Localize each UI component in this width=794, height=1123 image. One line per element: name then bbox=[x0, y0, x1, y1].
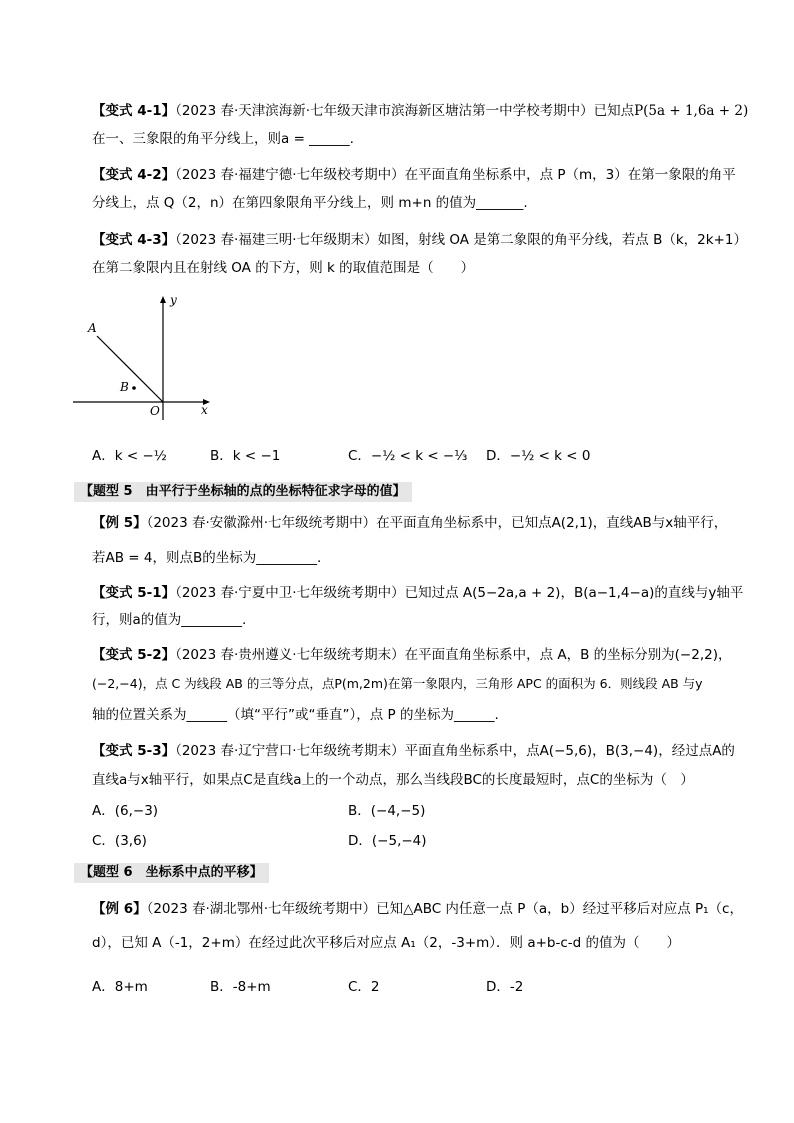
question-label: 【例 6】 bbox=[92, 901, 147, 917]
option-c: C．(3,6) bbox=[92, 833, 147, 849]
question-5-3 bbox=[92, 741, 735, 761]
option-c: C．2 bbox=[348, 979, 380, 995]
question-text: （2023 春·安徽滁州·七年级统考期中）在平面直角坐标系中，已知点A(2,1)，直线AB与x轴平行， bbox=[146, 515, 728, 531]
example-5-text: 若AB = 4，则点B的坐标为_________. bbox=[92, 550, 322, 566]
question-label: 【变式 4-1】 bbox=[92, 103, 176, 119]
option-d: D．-2 bbox=[486, 979, 524, 995]
question-text: （2023 春·辽宁营口·七年级统考期末）平面直角坐标系中，点A(−5,6)，B(3,−4)，经过点A的 bbox=[175, 743, 735, 759]
question-5-1-text: 行，则a的值为_________. bbox=[92, 612, 247, 628]
example-6 bbox=[92, 899, 743, 919]
question-5-2 bbox=[92, 645, 731, 665]
question-4-3 bbox=[92, 230, 747, 250]
question-4-2-text: 分线上，点 Q（2，n）在第四象限角平分线上，则 m+n 的值为_______. bbox=[92, 195, 528, 211]
x-axis-label: x bbox=[201, 403, 208, 417]
option-a: A．(6,−3) bbox=[92, 803, 159, 819]
question-label: 【变式 5-2】 bbox=[92, 647, 176, 663]
question-4-2 bbox=[92, 165, 736, 185]
example-6-text: d），已知 A（-1，2+m）在经过此次平移后对应点 A₁（2，-3+m）．则 a+b-c-d 的值为（ ） bbox=[92, 935, 681, 951]
question-text: （2023 春·福建宁德·七年级校考期中）在平面直角坐标系中，点 P（m，3）在第一象限的角平 bbox=[175, 167, 736, 183]
question-label: 【变式 4-2】 bbox=[92, 167, 176, 183]
option-a: A．k < −½ bbox=[92, 448, 167, 464]
question-4-1-text: 在一、三象限的角平分线上，则a = ______. bbox=[92, 131, 354, 147]
question-label: 【变式 5-1】 bbox=[92, 585, 176, 601]
label-a: A bbox=[88, 321, 97, 335]
question-4-1 bbox=[92, 101, 748, 121]
y-axis-arrow bbox=[160, 296, 166, 303]
question-label: 【例 5】 bbox=[92, 515, 147, 531]
question-text: （2023 春·湖北鄂州·七年级统考期中）已知△ABC 内任意一点 P（a，b）经过平移后对应点 P₁（c， bbox=[146, 901, 743, 917]
question-5-2-text-end: 轴的位置关系为______（填“平行”或“垂直”），点 P 的坐标为______. bbox=[92, 707, 499, 723]
example-5 bbox=[92, 513, 727, 533]
question-5-3-text: 直线a与x轴平行，如果点C是直线a上的一个动点，那么当线段BC的长度最短时，点C的坐标为（ ） bbox=[92, 772, 694, 788]
coordinate-figure bbox=[70, 290, 220, 420]
question-text: （2023 春·宁夏中卫·七年级统考期中）已知过点 A(5−2a,a + 2)，B(a−1,4−a)的直线与y轴平 bbox=[175, 585, 744, 601]
question-label: 【变式 5-3】 bbox=[92, 743, 176, 759]
label-b: B bbox=[120, 380, 129, 394]
ray-oa bbox=[97, 336, 163, 402]
section-title-6: 【题型 6 坐标系中点的平移】 bbox=[74, 863, 269, 883]
question-5-1 bbox=[92, 583, 743, 603]
section-title-5: 【题型 5 由平行于坐标轴的点的坐标特征求字母的值】 bbox=[74, 482, 412, 502]
math-expression: P(5a + 1,6a + 2) bbox=[634, 103, 749, 119]
y-axis-label: y bbox=[170, 293, 177, 307]
question-label: 【变式 4-3】 bbox=[92, 232, 176, 248]
label-o: O bbox=[150, 404, 160, 418]
option-b: B．-8+m bbox=[210, 979, 271, 995]
question-text: （2023 春·贵州遵义·七年级统考期末）在平面直角坐标系中，点 A，B 的坐标分别为(−2,2)， bbox=[175, 647, 732, 663]
option-a: A．8+m bbox=[92, 979, 148, 995]
point-b bbox=[132, 386, 136, 390]
option-b: B．k < −1 bbox=[210, 448, 281, 464]
option-b: B．(−4,−5) bbox=[348, 803, 426, 819]
question-4-3-text: 在第二象限内且在射线 OA 的下方，则 k 的取值范围是（ ） bbox=[92, 260, 475, 276]
option-d: D．−½ < k < 0 bbox=[486, 448, 591, 464]
question-5-2-text: (−2,−4)，点 C 为线段 AB 的三等分点，点P(m,2m)在第一象限内，三角形 APC 的面积为 6．则线段 AB 与y bbox=[92, 676, 703, 691]
question-text: （2023 春·福建三明·七年级期末）如图，射线 OA 是第二象限的角平分线，若点 B（k，2k+1） bbox=[175, 232, 747, 248]
question-source: （2023 春·天津滨海新·七年级天津市滨海新区塘沽第一中学校考期中）已知点 bbox=[175, 103, 635, 119]
option-d: D．(−5,−4) bbox=[348, 833, 427, 849]
option-c: C．−½ < k < −⅓ bbox=[348, 448, 468, 464]
